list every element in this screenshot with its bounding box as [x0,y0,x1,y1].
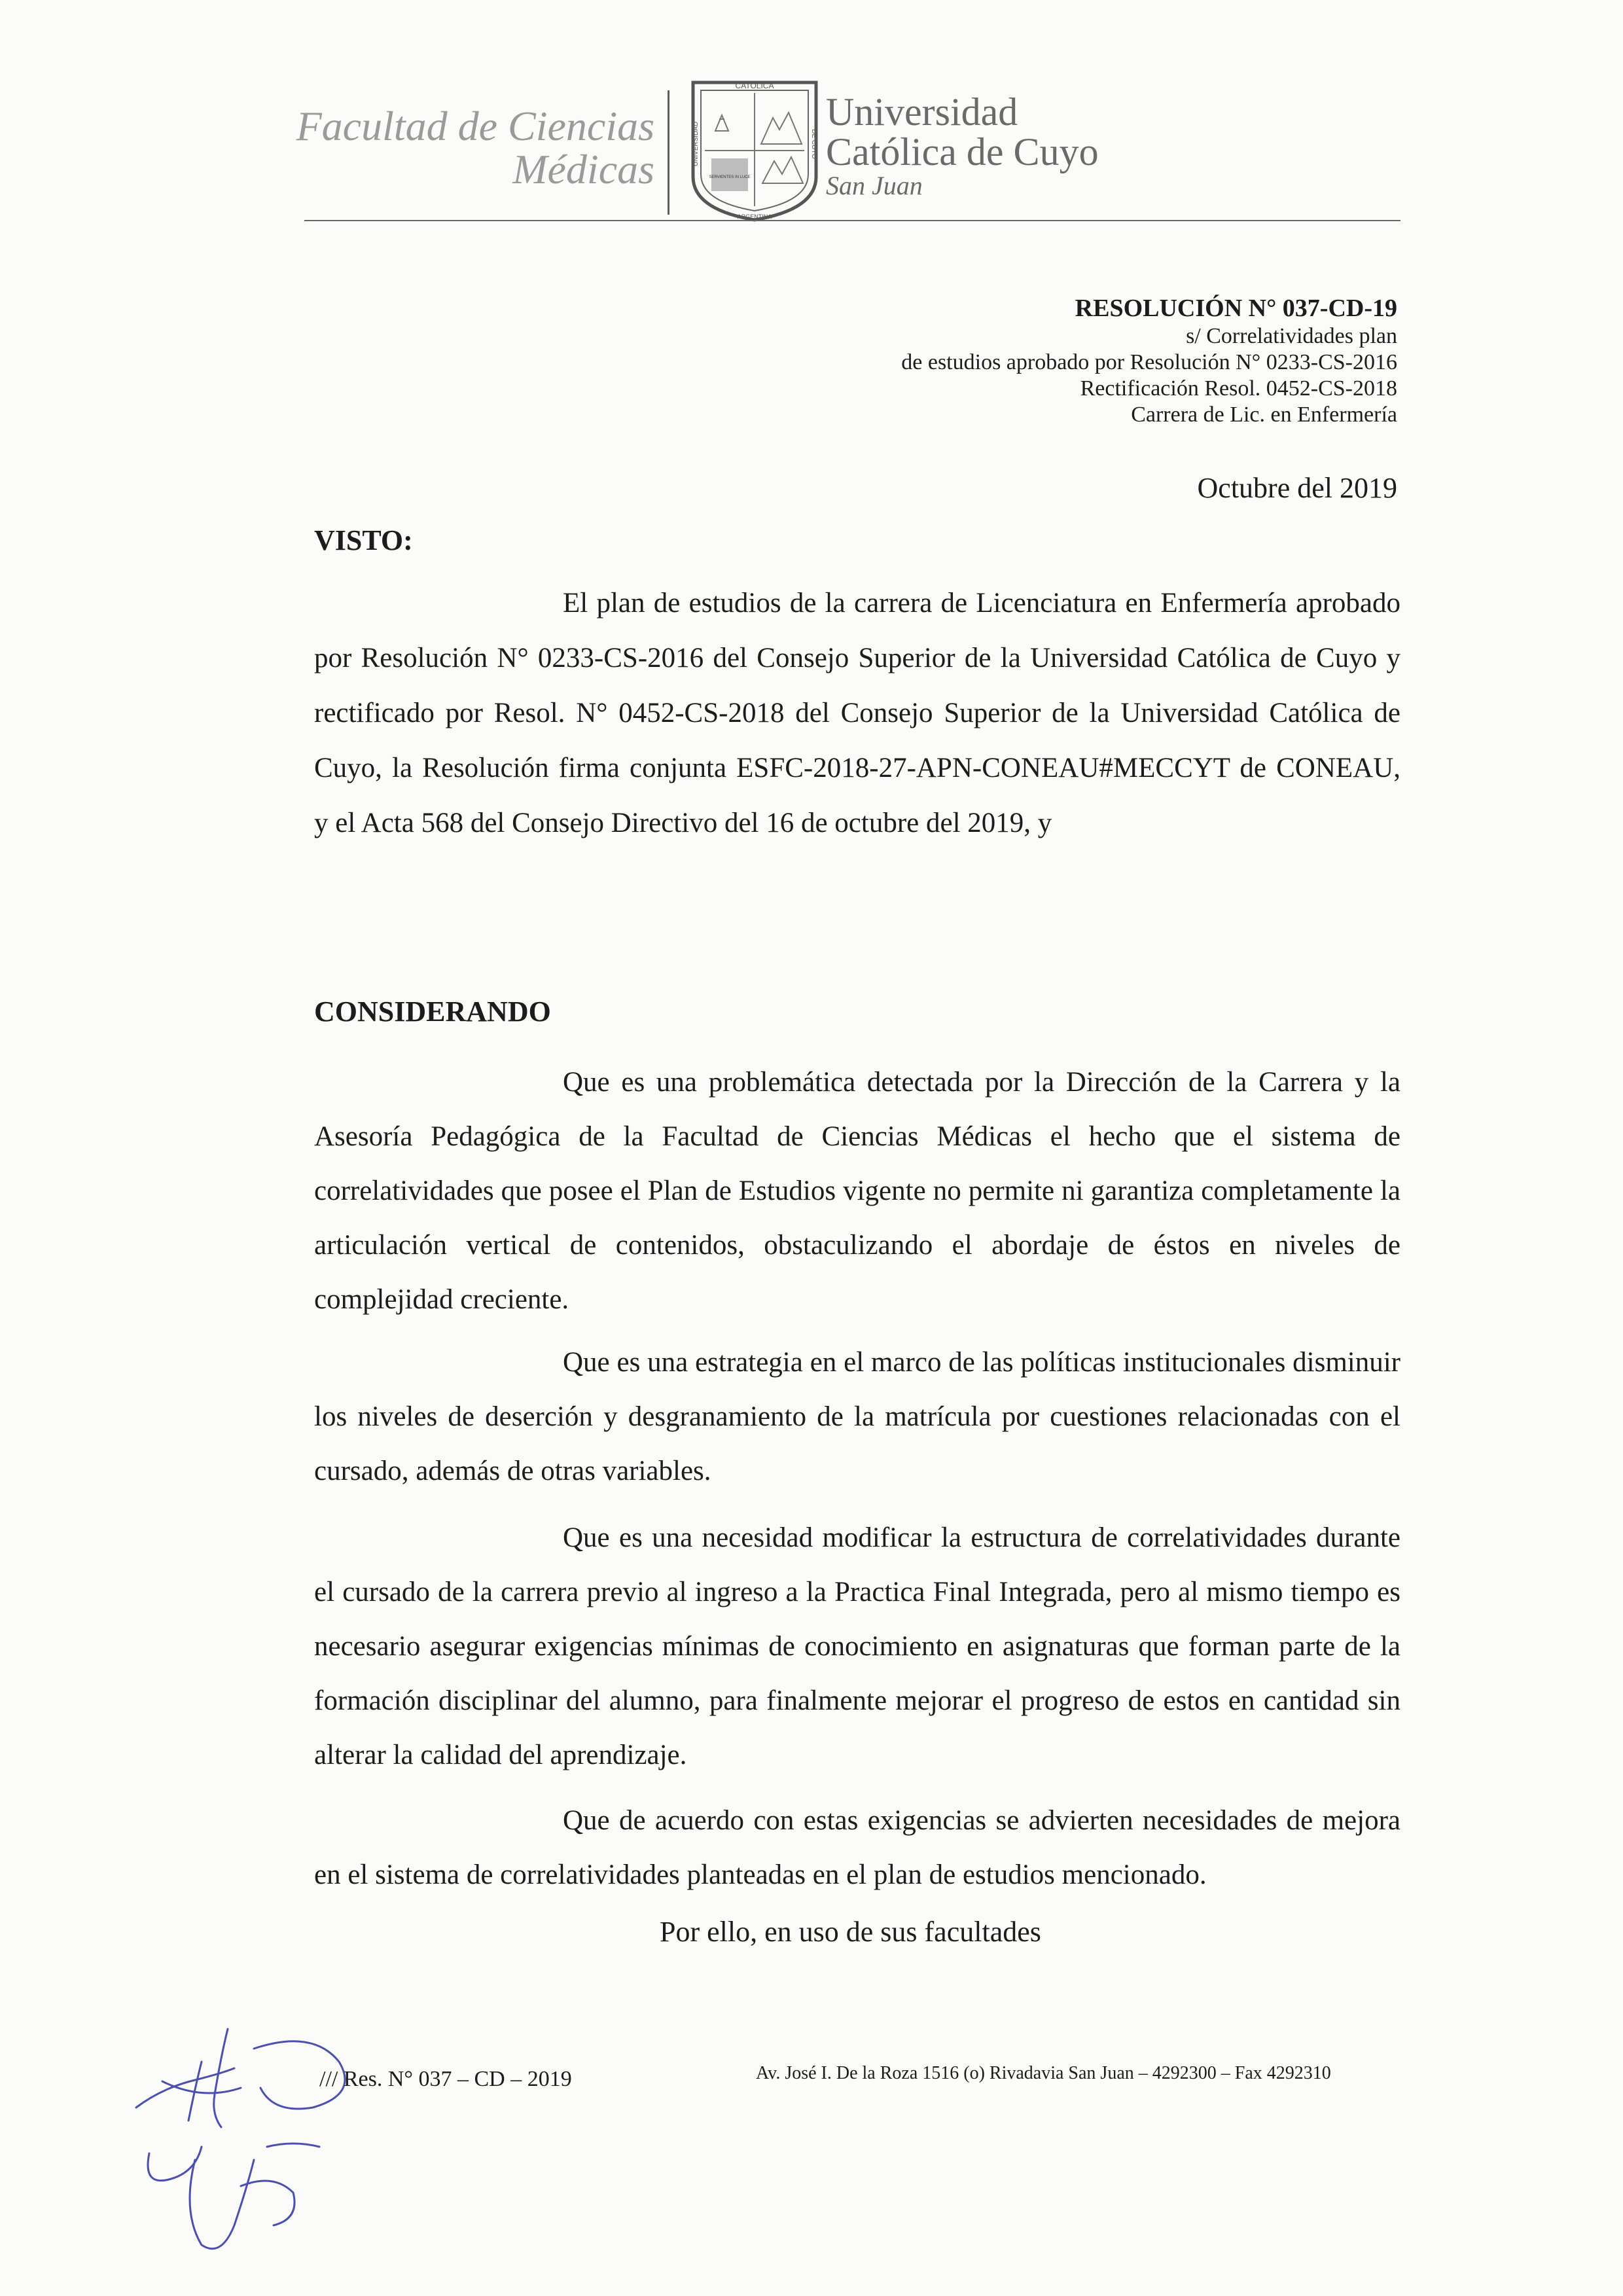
faculty-name-line2: Médicas [512,146,654,192]
university-city: San Juan [826,171,923,200]
crest-text-bottom: ARGENTINA [737,213,772,220]
closing-line: Por ello, en uso de sus facultades [660,1916,1041,1948]
crest-text-right: DE CUYO [810,129,817,159]
crest-text-top: CATOLICA [735,81,774,90]
reference-block [901,293,1397,428]
considerando-paragraph-2: Que es una estrategia en el marco de las políticas institucionales disminuir los niveles de deserción y desgranamiento de la matrícula por cuestiones relacionadas con el cursado, además de otras variables. [314,1347,1400,1486]
footer-address: Av. José I. De la Roza 1516 (o) Rivadavia San Juan – 4292300 – Fax 4292310 [756,2063,1331,2083]
considerando-paragraph-4: Que de acuerdo con estas exigencias se advierten necesidades de mejora en el sistema de correlatividades planteadas en el plan de estudios mencionado. [314,1805,1400,1890]
reference-line-4: Carrera de Lic. en Enfermería [1131,403,1397,427]
university-crest-logo [689,79,820,224]
header-divider [668,90,669,215]
reference-line-2: de estudios aprobado por Resolución N° 0233-CS-2016 [901,350,1397,374]
considerando-paragraph-3: Que es una necesidad modificar la estructura de correlatividades durante el cursado de la carrera previo al ingreso a la Practica Final Integrada, pero al mismo tiempo es necesario asegurar exigencias mínimas de conocimiento en asignaturas que forman parte de la formación disciplinar del alumno, para finalmente mejorar el progreso de estos en cantidad sin alterar la calidad del aprendizaje. [314,1522,1400,1770]
visto-paragraph: El plan de estudios de la carrera de Licenciatura en Enfermería aprobado por Resolución N° 0233-CS-2016 del Consejo Superior de la Universidad Católica de Cuyo y rectificado por Resol. N° 0452-CS-2018 del Consejo Superior de la Universidad Católica de Cuyo, la Resolución firma conjunta ESFC-2018-27-APN-CONEAU#MECCYT de CONEAU, y el Acta 568 del Consejo Directivo del 16 de octubre del 2019, y [314,588,1400,838]
considerando-paragraph-1: Que es una problemática detectada por la Dirección de la Carrera y la Asesoría Pedagógica de la Facultad de Ciencias Médicas el hecho que el sistema de correlatividades que posee el Plan de Estudios vigente no permite ni garantiza completamente la articulación vertical de contenidos, obstaculizando el abordaje de éstos en niveles de complejidad creciente. [314,1067,1400,1315]
university-name [826,92,1099,200]
visto-heading: VISTO: [314,524,413,556]
faculty-name-line1: Facultad de Ciencias [296,103,654,149]
considerando-heading: CONSIDERANDO [314,996,551,1028]
university-name-line1: Universidad [826,90,1018,134]
university-name-line2: Católica de Cuyo [826,130,1099,173]
crest-motto: SERVIENTES IN LUCE [709,175,751,179]
crest-text-left: UNIVERSIDAD [692,121,700,167]
reference-line-3: Rectificación Resol. 0452-CS-2018 [1080,376,1397,401]
document-date: Octubre del 2019 [1197,472,1397,504]
header-rule [304,220,1400,221]
faculty-name [288,105,654,191]
reference-line-1: s/ Correlatividades plan [1186,324,1397,348]
resolution-number: RESOLUCIÓN N° 037-CD-19 [1075,295,1397,322]
handwritten-signature [123,1990,372,2265]
footer-resolution-reference: /// Res. N° 037 – CD – 2019 [319,2067,572,2091]
